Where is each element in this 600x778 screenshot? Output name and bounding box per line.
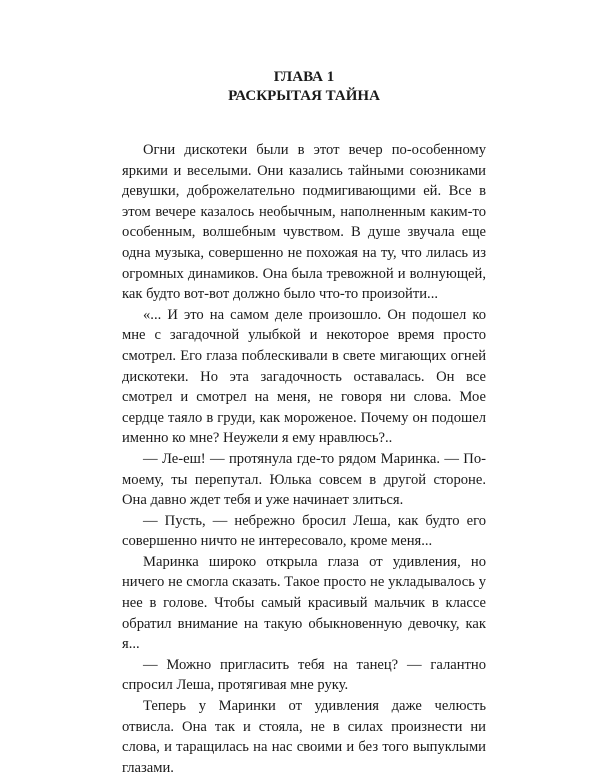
chapter-title: РАСКРЫТАЯ ТАЙНА xyxy=(228,88,380,104)
paragraph-7: Теперь у Маринки от удивления даже челюсть отвисла. Она так и стояла, не в силах произнести ни слова, и таращилась на нас своими и без того выпуклыми глазами. xyxy=(122,698,486,776)
paragraph-3: — Ле-еш! — протянула где-то рядом Маринка. — По-моему, ты перепутал. Юлька совсем в другой стороне. Она давно ждет тебя и уже начинает злиться. xyxy=(122,450,486,509)
chapter-number: ГЛАВА 1 xyxy=(273,69,335,85)
chapter-heading xyxy=(122,68,486,106)
book-page xyxy=(122,68,486,778)
paragraph-5: Маринка широко открыла глаза от удивления, но ничего не смогла сказать. Такое просто не укладывалось у нее в голове. Чтобы самый красивый мальчик в классе обратил внимание на такую обыкновенную девочку, как я... xyxy=(122,553,486,653)
paragraph-1: Огни дискотеки были в этот вечер по-особенному яркими и веселыми. Они казались тайными союзниками девушки, доброжелательно подмигивающими ей. Все в этом вечере казалось необычным, наполненным каким-то особенным, волшебным чувством. В душе звучала еще одна музыка, совершенно не похожая на ту, что лилась из огромных динамиков. Она была тревожной и волнующей, как будто вот-вот должно было что-то произойти... xyxy=(122,142,486,303)
paragraph-2: «... И это на самом деле произошло. Он подошел ко мне с загадочной улыбкой и некоторое время просто смотрел. Его глаза поблескивали в свете мигающих огней дискотеки. Но эта загадочность оставалась. Он все смотрел и смотрел на меня, не говоря ни слова. Мое сердце таяло в груди, как мороженое. Почему он подошел именно ко мне? Неужели я ему нравлюсь?.. xyxy=(122,306,486,447)
paragraph-4: — Пусть, — небрежно бросил Леша, как будто его совершенно ничто не интересовало, кроме меня... xyxy=(122,512,486,550)
paragraph-6: — Можно пригласить тебя на танец? — галантно спросил Леша, протягивая мне руку. xyxy=(122,656,486,694)
